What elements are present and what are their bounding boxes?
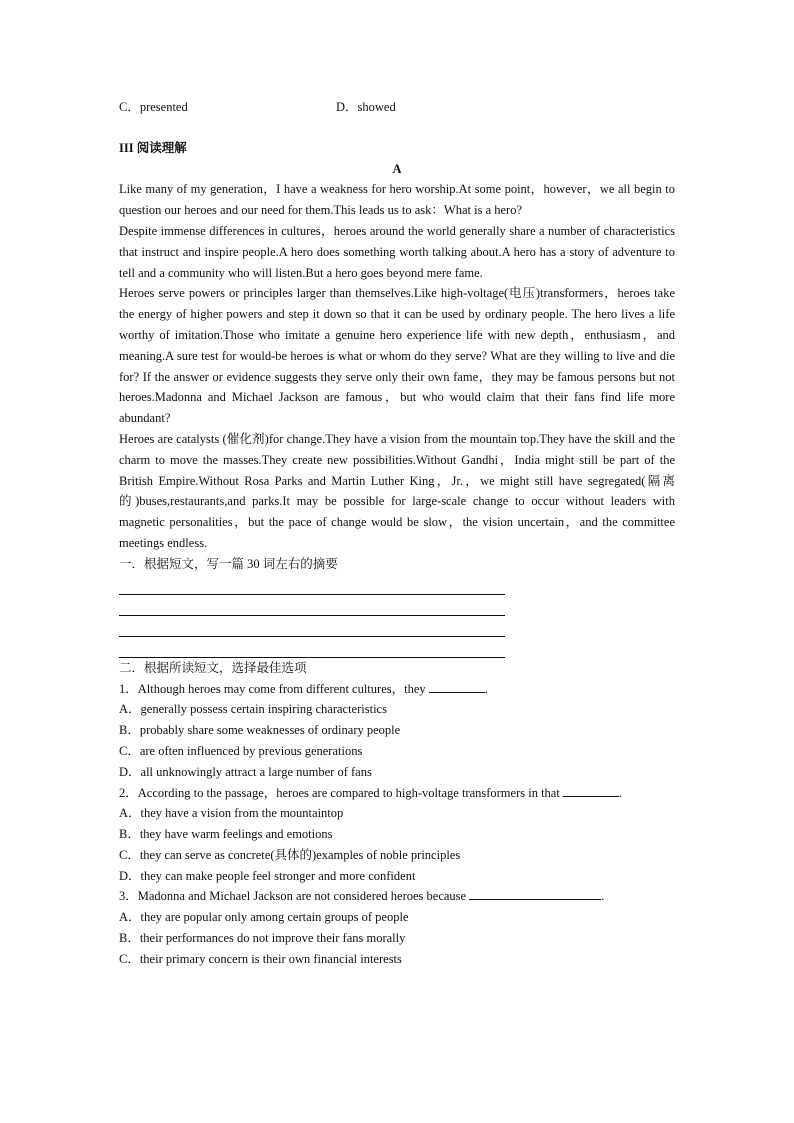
previous-question-options	[119, 97, 675, 118]
answer-blank[interactable]	[469, 887, 601, 900]
summary-writing-area[interactable]	[119, 575, 675, 658]
option-c[interactable]: C．are often influenced by previous generations	[119, 743, 363, 758]
question-stem: 1．Although heroes may come from different cultures，they .	[119, 681, 488, 696]
question-3	[119, 886, 675, 969]
answer-line[interactable]	[119, 616, 505, 637]
answer-line[interactable]	[119, 575, 505, 596]
option-c[interactable]: C．their primary concern is their own financial interests	[119, 951, 402, 966]
option-c: C．presented	[119, 100, 188, 114]
option-d[interactable]: D．they can make people feel stronger and more confident	[119, 868, 416, 883]
paragraph-4: Heroes are catalysts (催化剂)for change.They have a vision from the mountain top.They have the skill and the charm to move the masses.They create new possibilities.Without Gandhi，India might still be part of the British Empire.Without Rosa Parks and Martin Luther King，Jr.，we might still have segregated(隔离的)buses,restaurants,and parks.It may be possible for large-scale change to occur without leaders with magnetic personalities，but the pace of change would be slow，the vision uncertain，and the committee meetings endless.	[119, 431, 675, 550]
paragraph-1: Like many of my generation，I have a weakness for hero worship.At some point，however，we all begin to question our heroes and our need for them.This leads us to ask：What is a hero?	[119, 182, 675, 218]
question-stem: 2．According to the passage，heroes are compared to high-voltage transformers in that .	[119, 785, 623, 800]
paragraph-3: Heroes serve powers or principles larger than themselves.Like high-voltage(电压)transformers，heroes take the energy of higher powers and step it down so that it can be used by ordinary people. The hero lives a life worthy of imitation.Those who imitate a genuine hero experience life with new depth，enthusiasm，and meaning.A sure test for would-be heroes is what or whom do they serve? What are they willing to live and die for? If the answer or evidence suggests they serve only their own fame，they may be famous persons but not heroes.Madonna and Michael Jackson are famous，but who would claim that their fans find life more abundant?	[119, 286, 675, 426]
option-a[interactable]: A．they are popular only among certain groups of people	[119, 910, 409, 925]
question-2	[119, 783, 675, 887]
option-b[interactable]: B．they have warm feelings and emotions	[119, 827, 333, 842]
summary-task-title: 一．根据短文，写一篇 30 词左右的摘要	[119, 556, 338, 571]
answer-blank[interactable]	[563, 784, 619, 797]
passage-title: A	[392, 161, 402, 176]
answer-blank[interactable]	[429, 680, 485, 693]
option-d[interactable]: D．all unknowingly attract a large number of fans	[119, 764, 372, 779]
choice-task-title: 二．根据所读短文，选择最佳选项	[119, 660, 307, 675]
option-b[interactable]: B．their performances do not improve their fans morally	[119, 931, 406, 946]
question-stem: 3．Madonna and Michael Jackson are not considered heroes because .	[119, 889, 605, 904]
option-a[interactable]: A．they have a vision from the mountaintop	[119, 806, 344, 821]
answer-line[interactable]	[119, 637, 505, 658]
paragraph-2: Despite immense differences in cultures，heroes around the world generally share a number of characteristics that instruct and inspire people.A hero does something worth talking about.A hero has a story of adventure to tell and a community who will listen.But a hero goes beyond mere fame.	[119, 223, 675, 280]
option-b[interactable]: B．probably share some weaknesses of ordinary people	[119, 723, 401, 738]
section-title: III 阅读理解	[119, 140, 187, 155]
option-c[interactable]: C．they can serve as concrete(具体的)examples of noble principles	[119, 847, 461, 862]
option-d: D．showed	[336, 100, 396, 114]
question-1	[119, 679, 675, 783]
page-content	[119, 97, 675, 970]
option-a[interactable]: A．generally possess certain inspiring characteristics	[119, 702, 387, 717]
answer-line[interactable]	[119, 595, 505, 616]
